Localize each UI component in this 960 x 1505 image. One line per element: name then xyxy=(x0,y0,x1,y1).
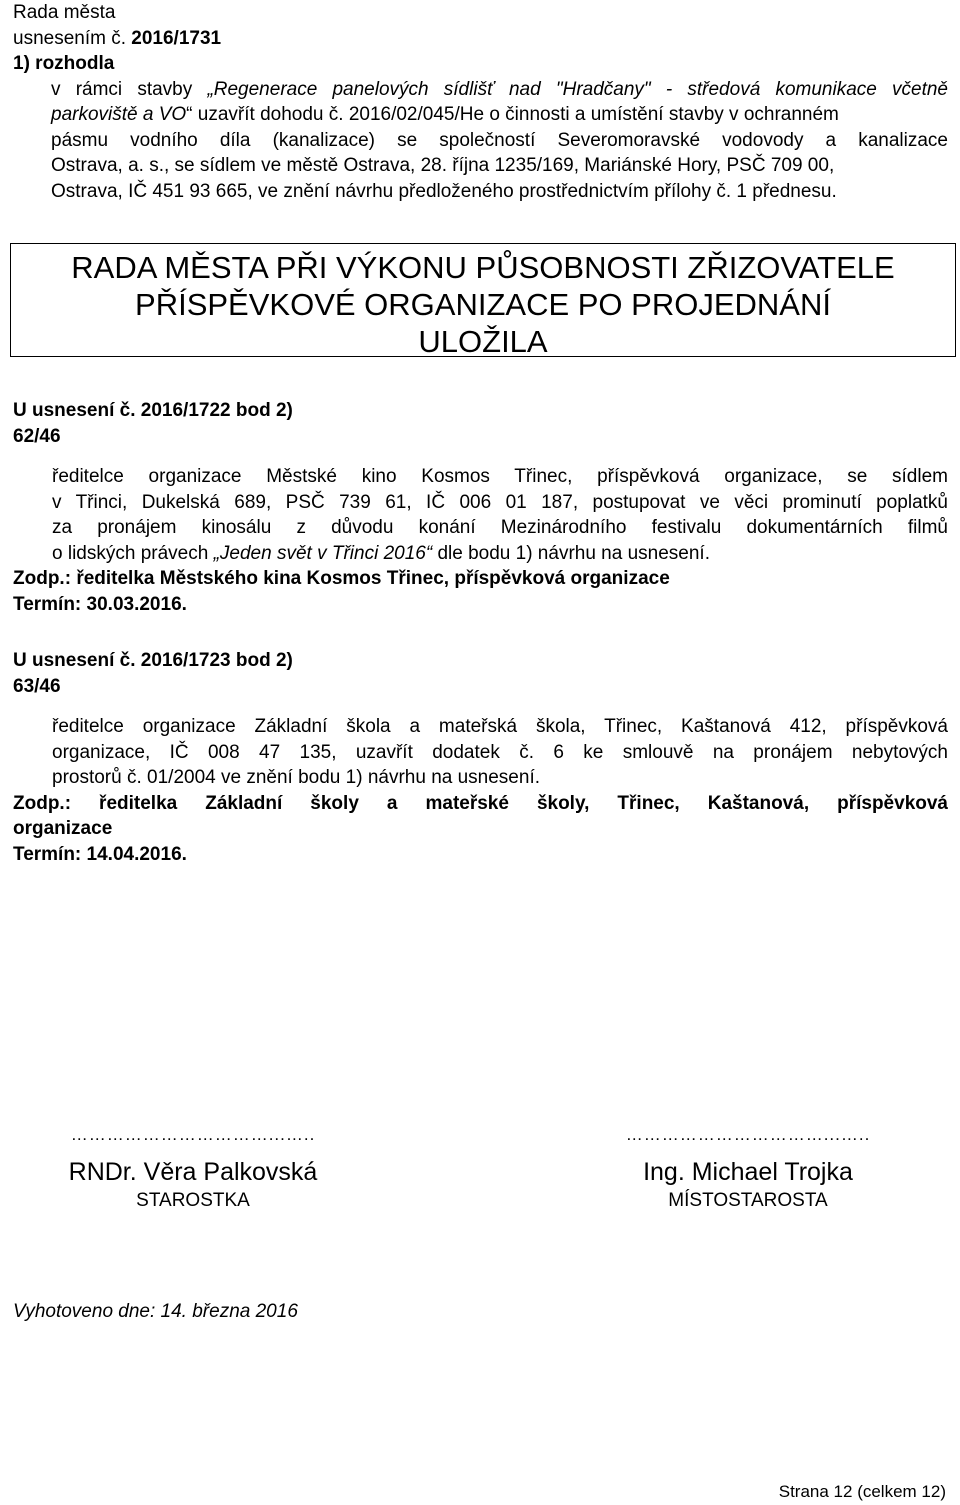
body-line: v Třinci, Dukelská 689, PSČ 739 61, IČ 006 01 187, postupovat ve věci prominutí poplatků xyxy=(52,491,948,513)
resolution-reference xyxy=(13,26,948,52)
decision-line: v rámci stavby „Regenerace panelových sídlišť nad "Hradčany" - středová komunikace včetně xyxy=(51,78,949,100)
top-block xyxy=(13,0,948,204)
responsible: Zodp.: ředitelka Základní školy a mateřské školy, Třinec, Kaštanová, příspěvková xyxy=(13,792,948,814)
signatory-name: RNDr. Věra Palkovská xyxy=(68,1157,318,1186)
signature-line: ……………………………...….. xyxy=(70,1125,316,1144)
signatory-role: MÍSTOSTAROSTA xyxy=(668,1189,828,1211)
responsible: Zodp.: ředitelka Městského kina Kosmos Třinec, příspěvková organizace xyxy=(13,568,670,589)
section-heading-box xyxy=(10,243,956,357)
resolution-body xyxy=(52,714,948,791)
resolution-prefix: usnesením č. xyxy=(13,27,126,49)
decision-line: Ostrava, IČ 451 93 665, ve znění návrhu předloženého prostřednictvím přílohy č. 1 přednesu. xyxy=(51,180,837,202)
body-line: za pronájem kinosálu z důvodu konání Mezinárodního festivalu dokumentárních filmů xyxy=(52,517,948,538)
signatory-role: STAROSTKA xyxy=(136,1189,250,1211)
decision-line: parkoviště a VO“ uzavřít dohodu č. 2016/02/045/He o činnosti a umístění stavby v ochranném xyxy=(51,104,839,125)
decision-item: 1) rozhodla xyxy=(13,53,115,74)
resolution-ref: U usnesení č. 2016/1722 bod 2) xyxy=(13,400,293,421)
decision-line: Ostrava, a. s., se sídlem ve městě Ostrava, 28. října 1235/169, Mariánské Hory, PSČ 709 00, xyxy=(51,155,835,176)
body-line: ředitelce organizace Základní škola a mateřská škola, Třinec, Kaštanová 412, příspěvková xyxy=(52,716,948,737)
resolution-body xyxy=(52,464,948,566)
heading-line: PŘÍSPĚVKOVÉ ORGANIZACE PO PROJEDNÁNÍ xyxy=(135,287,831,322)
resolution-ref: U usnesení č. 2016/1723 bod 2) xyxy=(13,650,293,671)
page-number: Strana 12 (celkem 12) xyxy=(778,1482,946,1501)
body-line: o lidských právech „Jeden svět v Třinci 2016“ dle bodu 1) návrhu na usnesení. xyxy=(52,542,710,564)
resolution-block xyxy=(13,648,948,867)
created-date: Vyhotoveno dne: 14. března 2016 xyxy=(13,1301,298,1322)
resolution-id: 63/46 xyxy=(13,675,61,697)
body-line: ředitelce organizace Městské kino Kosmos Třinec, příspěvková organizace, se sídlem xyxy=(52,466,948,487)
deadline: Termín: 30.03.2016. xyxy=(13,593,187,615)
deadline: Termín: 14.04.2016. xyxy=(13,843,187,865)
heading-line: ULOŽILA xyxy=(418,324,548,359)
resolution-id: 62/46 xyxy=(13,425,61,447)
signature-mayor xyxy=(28,1122,358,1214)
signature-deputy-mayor xyxy=(583,1122,913,1214)
body-line: organizace, IČ 008 47 135, uzavřít dodatek č. 6 ke smlouvě na pronájem nebytových xyxy=(52,741,948,763)
decision-line: pásmu vodního díla (kanalizace) se společností Severomoravské vodovody a kanalizace xyxy=(51,129,948,151)
responsible-cont: organizace xyxy=(13,818,113,839)
signatory-name: Ing. Michael Trojka xyxy=(643,1157,853,1186)
signature-line: ……………………………...….. xyxy=(625,1125,871,1144)
resolution-block xyxy=(13,398,948,617)
council-title: Rada města xyxy=(13,2,116,23)
body-line: prostorů č. 01/2004 ve znění bodu 1) návrhu na usnesení. xyxy=(52,767,540,788)
decision-text xyxy=(51,77,948,205)
heading-line: RADA MĚSTA PŘI VÝKONU PŮSOBNOSTI ZŘIZOVATELE xyxy=(71,250,895,285)
resolution-number: 2016/1731 xyxy=(131,27,222,49)
